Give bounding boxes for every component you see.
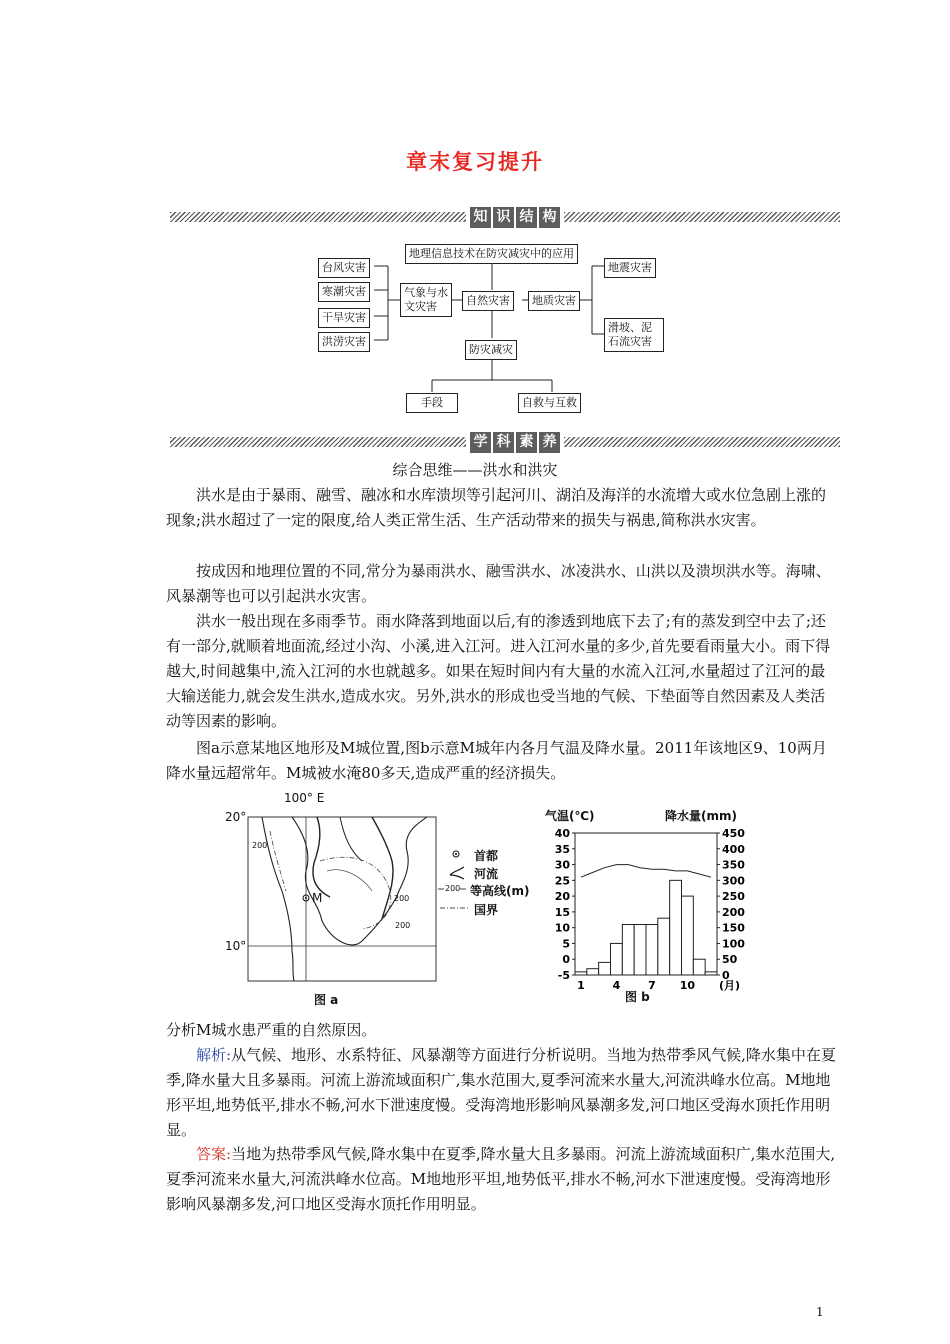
map-contour-label: 200 xyxy=(395,921,411,930)
temperature-line xyxy=(581,865,711,878)
figure-b-chart xyxy=(545,803,755,1003)
right-tick-label: 250 xyxy=(722,890,745,904)
figure-a-caption: 图 a xyxy=(314,993,339,1007)
answer-text: 当地为热带季风气候,降水集中在夏季,降水量大且多暴雨。河流上游流域面积广,集水范围大,夏季河流来水量大,河流洪峰水位高。M地地形平坦,地势低平,排水不畅,河水下泄速度慢。受海湾地形影响风暴潮多发,河口地区受海水顶托作用明显。 xyxy=(166,1145,836,1213)
right-tick-label: 300 xyxy=(722,874,745,888)
chart-left-axis-label: 气温(℃) xyxy=(545,809,595,823)
paragraph-1: 洪水是由于暴雨、融雪、融冰和水库溃坝等引起河川、湖泊及海洋的水流增大或水位急剧上涨的现象;洪水超过了一定的限度,给人类正常生活、生产活动带来的损失与祸患,简称洪水灾害。 xyxy=(166,486,827,529)
left-tick-label: 10 xyxy=(554,921,570,935)
left-tick-label: -5 xyxy=(557,969,570,982)
page-title: 章末复习提升 xyxy=(406,149,544,174)
x-tick-label: 4 xyxy=(612,979,621,992)
right-tick-label: 350 xyxy=(722,858,745,872)
map-contour-label: 200 xyxy=(252,841,268,850)
diagram-box-top: 地理信息技术在防灾减灾中的应用 xyxy=(405,244,578,264)
banner-char: 结 xyxy=(516,207,537,228)
subheading: 综合思维——洪水和洪灾 xyxy=(392,461,558,479)
paragraph-2: 按成因和地理位置的不同,常分为暴雨洪水、融雪洪水、冰凌洪水、山洪以及溃坝洪水等。海啸、风暴潮等也可以引起洪水灾害。 xyxy=(166,562,831,605)
diagram-box-natural: 自然灾害 xyxy=(462,291,514,311)
precip-bar xyxy=(575,972,587,975)
figure-b-caption: 图 b xyxy=(625,990,650,1004)
x-tick-label: 10 xyxy=(679,979,696,992)
precip-bar xyxy=(693,959,705,975)
left-tick-label: 25 xyxy=(554,874,570,888)
banner-label xyxy=(466,432,564,454)
x-unit-label: (月) xyxy=(719,979,741,992)
section-banner-literacy xyxy=(170,432,840,454)
diagram-box-drought: 干旱灾害 xyxy=(318,308,370,328)
paragraph-4: 图a示意某地区地形及M城位置,图b示意M城年内各月气温及降水量。2011年该地区9、10两月降水量远超常年。M城被水淹80多天,造成严重的经济损失。 xyxy=(166,739,827,782)
banner-label xyxy=(466,207,564,229)
right-tick-label: 0 xyxy=(722,969,730,982)
precip-bar xyxy=(646,925,658,975)
precip-bar xyxy=(587,969,599,975)
legend-contour: 等高线(m) xyxy=(470,884,530,898)
precip-bar xyxy=(634,925,646,975)
map-legend xyxy=(438,851,468,908)
precip-bar xyxy=(611,943,623,975)
left-tick-label: 35 xyxy=(554,842,570,856)
map-contour-label: 200 xyxy=(394,894,410,903)
diagram-box-typhoon: 台风灾害 xyxy=(318,258,370,278)
x-tick-label: 7 xyxy=(648,979,656,992)
banner-char: 知 xyxy=(470,207,491,228)
chart-right-axis-label: 降水量(mm) xyxy=(665,809,737,823)
left-tick-label: 0 xyxy=(562,953,570,967)
right-tick-label: 150 xyxy=(722,921,745,935)
precip-bar xyxy=(670,880,682,975)
legend-border: 国界 xyxy=(474,903,499,917)
banner-char: 科 xyxy=(493,432,514,453)
diagram-box-earthquake: 地震灾害 xyxy=(604,258,656,278)
page-number: 1 xyxy=(816,1305,824,1319)
map-lat-label-20: 20° xyxy=(225,810,247,824)
precip-bar xyxy=(705,972,717,975)
map-city-label: M xyxy=(312,891,323,905)
diagram-box-coldwave: 寒潮灾害 xyxy=(318,282,370,302)
right-tick-label: 400 xyxy=(722,842,745,856)
section-banner-knowledge xyxy=(170,207,840,229)
map-lon-label: 100° E xyxy=(284,791,325,805)
paragraph-3: 洪水一般出现在多雨季节。雨水降落到地面以后,有的渗透到地底下去了;有的蒸发到空中去了;还有一部分,就顺着地面流,经过小沟、小溪,进入江河。进入江河水量的多少,首先要看雨量大小。雨下得越大,时间越集中,流入江河的水也就越多。如果在短时间内有大量的水流入江河,水量超过了江河的最大输送能力,就会发生洪水,造成水灾。另外,洪水的形成也受当地的气候、下垫面等自然因素及人类活动等因素的影响。 xyxy=(166,612,831,730)
map-lat-label-10: 10° xyxy=(225,939,247,953)
banner-char: 素 xyxy=(516,432,537,453)
answer-paragraph xyxy=(166,1142,838,1217)
banner-char: 养 xyxy=(539,432,560,453)
right-tick-label: 50 xyxy=(722,953,738,967)
analysis-label: 解析: xyxy=(196,1046,232,1064)
question-text: 分析M城水患严重的自然原因。 xyxy=(166,1021,377,1039)
analysis-paragraph xyxy=(166,1043,838,1143)
diagram-box-landslide: 滑坡、泥石流灾害 xyxy=(604,318,664,352)
right-tick-label: 200 xyxy=(722,905,745,919)
chart-svg xyxy=(545,823,755,1003)
right-tick-label: 100 xyxy=(722,937,745,951)
diagram-box-meteo: 气象与水文灾害 xyxy=(400,283,452,317)
figure-a-map xyxy=(222,791,542,1011)
right-tick-label: 450 xyxy=(722,827,745,840)
diagram-box-geo: 地质灾害 xyxy=(528,291,580,311)
diagram-box-prevent: 防灾减灾 xyxy=(465,340,517,360)
precip-bar xyxy=(622,925,634,975)
left-tick-label: 40 xyxy=(554,827,570,840)
banner-char: 构 xyxy=(539,207,560,228)
precip-bar xyxy=(682,896,694,975)
diagram-box-flood: 洪涝灾害 xyxy=(318,332,370,352)
diagram-box-selfhelp: 自救与互救 xyxy=(518,393,581,413)
x-tick-label: 1 xyxy=(577,979,585,992)
precip-bar xyxy=(599,962,611,975)
left-tick-label: 15 xyxy=(554,905,570,919)
diagram-box-means: 手段 xyxy=(406,393,458,413)
legend-river: 河流 xyxy=(474,867,499,881)
precip-bar xyxy=(658,918,670,975)
knowledge-diagram xyxy=(310,238,680,414)
answer-label: 答案: xyxy=(196,1145,232,1163)
left-tick-label: 5 xyxy=(562,937,570,951)
legend-contour-value: 200 xyxy=(445,884,461,893)
left-tick-label: 20 xyxy=(554,890,570,904)
legend-capital: 首都 xyxy=(474,849,499,863)
analysis-text: 从气候、地形、水系特征、风暴潮等方面进行分析说明。当地为热带季风气候,降水集中在夏季,降水量大且多暴雨。河流上游流域面积广,集水范围大,夏季河流来水量大,河流洪峰水位高。M地地形平坦,地势低平,排水不畅,河水下泄速度慢。受海湾地形影响风暴潮多发,河口地区受海水顶托作用明显。 xyxy=(166,1046,836,1139)
left-tick-label: 30 xyxy=(554,858,570,872)
banner-char: 识 xyxy=(493,207,514,228)
banner-char: 学 xyxy=(470,432,491,453)
